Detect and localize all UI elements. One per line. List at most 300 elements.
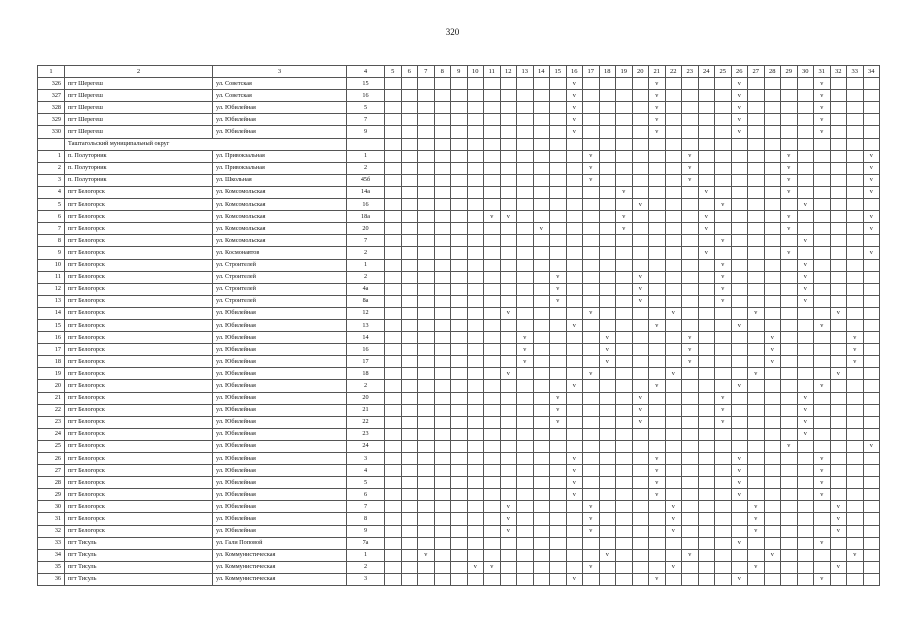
mark-cell — [418, 356, 435, 368]
mark-cell — [401, 247, 418, 259]
check-mark: v — [830, 368, 847, 380]
mark-cell — [632, 247, 649, 259]
mark-cell — [731, 199, 748, 211]
mark-cell — [748, 392, 765, 404]
mark-cell — [434, 150, 451, 162]
mark-cell — [731, 247, 748, 259]
table-row — [38, 477, 880, 489]
check-mark: v — [863, 223, 880, 235]
mark-cell — [451, 102, 468, 114]
mark-cell — [748, 416, 765, 428]
mark-cell — [665, 283, 682, 295]
mark-cell — [715, 477, 732, 489]
mark-cell — [566, 186, 583, 198]
mark-cell — [616, 440, 633, 452]
mark-cell — [632, 356, 649, 368]
house-cell: 20 — [347, 392, 385, 404]
mark-cell — [616, 283, 633, 295]
mark-cell — [682, 102, 699, 114]
mark-cell — [583, 416, 600, 428]
mark-cell — [385, 440, 402, 452]
mark-cell — [616, 525, 633, 537]
mark-cell — [863, 344, 880, 356]
mark-cell — [550, 477, 567, 489]
mark-cell — [764, 404, 781, 416]
mark-cell — [533, 549, 550, 561]
mark-cell — [649, 368, 666, 380]
mark-cell — [814, 295, 831, 307]
column-header: 29 — [781, 66, 798, 78]
mark-cell — [781, 368, 798, 380]
mark-cell — [599, 428, 616, 440]
mark-cell — [682, 271, 699, 283]
check-mark: v — [484, 211, 501, 223]
mark-cell — [847, 525, 864, 537]
mark-cell — [500, 271, 517, 283]
mark-cell — [451, 453, 468, 465]
street-cell: ул. Юбилейная — [213, 380, 347, 392]
mark-cell — [484, 392, 501, 404]
mark-cell — [451, 126, 468, 138]
mark-cell — [748, 138, 765, 150]
check-mark: v — [830, 561, 847, 573]
street-cell: ул. Гали Поповой — [213, 537, 347, 549]
row-number: 6 — [38, 211, 65, 223]
mark-cell — [434, 90, 451, 102]
mark-cell — [451, 114, 468, 126]
row-number: 17 — [38, 344, 65, 356]
street-cell: ул. Юбилейная — [213, 307, 347, 319]
mark-cell — [500, 138, 517, 150]
mark-cell — [814, 404, 831, 416]
mark-cell — [566, 392, 583, 404]
street-cell: ул. Юбилейная — [213, 102, 347, 114]
mark-cell — [748, 114, 765, 126]
mark-cell — [715, 174, 732, 186]
mark-cell — [451, 380, 468, 392]
table-row — [38, 416, 880, 428]
mark-cell — [616, 199, 633, 211]
mark-cell — [764, 392, 781, 404]
mark-cell — [616, 356, 633, 368]
mark-cell — [665, 356, 682, 368]
mark-cell — [665, 138, 682, 150]
mark-cell — [781, 90, 798, 102]
mark-cell — [533, 295, 550, 307]
mark-cell — [847, 319, 864, 331]
mark-cell — [599, 186, 616, 198]
mark-cell — [814, 283, 831, 295]
mark-cell — [830, 440, 847, 452]
check-mark: v — [814, 465, 831, 477]
mark-cell — [731, 259, 748, 271]
mark-cell — [698, 392, 715, 404]
mark-cell — [550, 162, 567, 174]
mark-cell — [550, 344, 567, 356]
house-cell: 2 — [347, 380, 385, 392]
check-mark: v — [698, 211, 715, 223]
mark-cell — [830, 319, 847, 331]
mark-cell — [781, 525, 798, 537]
mark-cell — [583, 344, 600, 356]
mark-cell — [665, 223, 682, 235]
mark-cell — [830, 126, 847, 138]
mark-cell — [616, 392, 633, 404]
house-cell: 22 — [347, 416, 385, 428]
mark-cell — [682, 211, 699, 223]
mark-cell — [632, 489, 649, 501]
mark-cell — [764, 573, 781, 585]
check-mark: v — [814, 114, 831, 126]
mark-cell — [401, 489, 418, 501]
mark-cell — [797, 501, 814, 513]
column-header: 32 — [830, 66, 847, 78]
mark-cell — [500, 150, 517, 162]
mark-cell — [632, 332, 649, 344]
mark-cell — [632, 319, 649, 331]
mark-cell — [830, 78, 847, 90]
mark-cell — [616, 489, 633, 501]
mark-cell — [418, 295, 435, 307]
mark-cell — [715, 332, 732, 344]
mark-cell — [863, 114, 880, 126]
settlement-cell: пгт Белогорск — [65, 247, 213, 259]
street-cell: ул. Коммунистическая — [213, 561, 347, 573]
mark-cell — [401, 453, 418, 465]
table-row — [38, 392, 880, 404]
mark-cell — [451, 247, 468, 259]
mark-cell — [616, 78, 633, 90]
mark-cell — [517, 295, 534, 307]
mark-cell — [632, 90, 649, 102]
mark-cell — [418, 162, 435, 174]
mark-cell — [863, 404, 880, 416]
check-mark: v — [863, 211, 880, 223]
table-row — [38, 573, 880, 585]
mark-cell — [665, 102, 682, 114]
mark-cell — [715, 561, 732, 573]
column-header: 19 — [616, 66, 633, 78]
mark-cell — [682, 453, 699, 465]
check-mark: v — [649, 102, 666, 114]
check-mark: v — [566, 90, 583, 102]
mark-cell — [566, 150, 583, 162]
mark-cell — [632, 477, 649, 489]
row-number: 31 — [38, 513, 65, 525]
mark-cell — [566, 561, 583, 573]
mark-cell — [385, 380, 402, 392]
mark-cell — [583, 199, 600, 211]
mark-cell — [434, 416, 451, 428]
mark-cell — [781, 319, 798, 331]
mark-cell — [616, 126, 633, 138]
mark-cell — [517, 368, 534, 380]
check-mark: v — [731, 453, 748, 465]
mark-cell — [401, 199, 418, 211]
mark-cell — [632, 465, 649, 477]
mark-cell — [649, 162, 666, 174]
check-mark: v — [731, 477, 748, 489]
mark-cell — [814, 162, 831, 174]
mark-cell — [385, 114, 402, 126]
house-cell: 5 — [347, 102, 385, 114]
street-cell: ул. Советская — [213, 90, 347, 102]
mark-cell — [814, 368, 831, 380]
check-mark: v — [830, 525, 847, 537]
mark-cell — [550, 380, 567, 392]
street-cell: ул. Юбилейная — [213, 489, 347, 501]
check-mark: v — [517, 344, 534, 356]
mark-cell — [616, 138, 633, 150]
mark-cell — [830, 404, 847, 416]
mark-cell — [385, 561, 402, 573]
check-mark: v — [715, 416, 732, 428]
mark-cell — [698, 356, 715, 368]
mark-cell — [797, 114, 814, 126]
mark-cell — [797, 211, 814, 223]
row-number: 28 — [38, 477, 65, 489]
mark-cell — [566, 211, 583, 223]
mark-cell — [649, 247, 666, 259]
mark-cell — [797, 332, 814, 344]
mark-cell — [550, 247, 567, 259]
mark-cell — [616, 477, 633, 489]
mark-cell — [550, 102, 567, 114]
table-row — [38, 162, 880, 174]
mark-cell — [550, 174, 567, 186]
mark-cell — [764, 295, 781, 307]
house-cell: 3 — [347, 453, 385, 465]
mark-cell — [401, 138, 418, 150]
mark-cell — [484, 465, 501, 477]
check-mark: v — [797, 416, 814, 428]
mark-cell — [401, 428, 418, 440]
mark-cell — [830, 344, 847, 356]
mark-cell — [500, 332, 517, 344]
check-mark: v — [715, 295, 732, 307]
schedule-table — [37, 65, 880, 586]
mark-cell — [731, 525, 748, 537]
mark-cell — [550, 307, 567, 319]
mark-cell — [566, 537, 583, 549]
mark-cell — [847, 247, 864, 259]
check-mark: v — [731, 90, 748, 102]
mark-cell — [484, 235, 501, 247]
mark-cell — [533, 90, 550, 102]
mark-cell — [517, 489, 534, 501]
check-mark: v — [797, 259, 814, 271]
mark-cell — [764, 126, 781, 138]
mark-cell — [649, 283, 666, 295]
mark-cell — [517, 428, 534, 440]
check-mark: v — [583, 561, 600, 573]
mark-cell — [863, 380, 880, 392]
settlement-cell: пгт Белогорск — [65, 307, 213, 319]
settlement-cell: пгт Белогорск — [65, 525, 213, 537]
mark-cell — [599, 90, 616, 102]
row-number: 16 — [38, 332, 65, 344]
mark-cell — [517, 573, 534, 585]
mark-cell — [649, 416, 666, 428]
mark-cell — [748, 211, 765, 223]
mark-cell — [401, 319, 418, 331]
mark-cell — [418, 271, 435, 283]
mark-cell — [583, 489, 600, 501]
settlement-cell: пгт Белогорск — [65, 489, 213, 501]
mark-cell — [451, 440, 468, 452]
mark-cell — [665, 440, 682, 452]
mark-cell — [698, 404, 715, 416]
table-row — [38, 319, 880, 331]
mark-cell — [533, 271, 550, 283]
mark-cell — [500, 90, 517, 102]
mark-cell — [764, 78, 781, 90]
mark-cell — [830, 102, 847, 114]
mark-cell — [566, 416, 583, 428]
check-mark: v — [715, 404, 732, 416]
mark-cell — [451, 223, 468, 235]
mark-cell — [863, 392, 880, 404]
mark-cell — [764, 223, 781, 235]
mark-cell — [715, 186, 732, 198]
mark-cell — [797, 573, 814, 585]
mark-cell — [583, 235, 600, 247]
mark-cell — [698, 537, 715, 549]
mark-cell — [830, 271, 847, 283]
mark-cell — [566, 199, 583, 211]
mark-cell — [764, 416, 781, 428]
mark-cell — [434, 489, 451, 501]
mark-cell — [665, 174, 682, 186]
mark-cell — [698, 295, 715, 307]
check-mark: v — [566, 78, 583, 90]
mark-cell — [418, 332, 435, 344]
mark-cell — [583, 549, 600, 561]
mark-cell — [385, 283, 402, 295]
settlement-cell: пгт Белогорск — [65, 513, 213, 525]
mark-cell — [566, 307, 583, 319]
mark-cell — [385, 223, 402, 235]
column-header: 12 — [500, 66, 517, 78]
row-number: 7 — [38, 223, 65, 235]
header-row — [38, 66, 880, 78]
check-mark: v — [715, 259, 732, 271]
mark-cell — [467, 78, 484, 90]
street-cell: ул. Комсомольская — [213, 223, 347, 235]
mark-cell — [814, 501, 831, 513]
mark-cell — [434, 319, 451, 331]
mark-cell — [533, 573, 550, 585]
mark-cell — [484, 344, 501, 356]
mark-cell — [599, 368, 616, 380]
mark-cell — [583, 78, 600, 90]
check-mark: v — [731, 380, 748, 392]
mark-cell — [698, 344, 715, 356]
mark-cell — [731, 283, 748, 295]
mark-cell — [731, 561, 748, 573]
mark-cell — [599, 501, 616, 513]
row-number: 26 — [38, 453, 65, 465]
check-mark: v — [500, 307, 517, 319]
mark-cell — [847, 211, 864, 223]
table-row — [38, 307, 880, 319]
mark-cell — [748, 199, 765, 211]
mark-cell — [550, 440, 567, 452]
mark-cell — [484, 174, 501, 186]
mark-cell — [616, 271, 633, 283]
table-row — [38, 501, 880, 513]
mark-cell — [814, 247, 831, 259]
mark-cell — [847, 90, 864, 102]
mark-cell — [797, 102, 814, 114]
mark-cell — [418, 138, 435, 150]
mark-cell — [418, 211, 435, 223]
mark-cell — [665, 416, 682, 428]
mark-cell — [830, 392, 847, 404]
mark-cell — [632, 525, 649, 537]
mark-cell — [632, 259, 649, 271]
mark-cell — [385, 537, 402, 549]
mark-cell — [517, 416, 534, 428]
mark-cell — [847, 126, 864, 138]
column-header: 20 — [632, 66, 649, 78]
mark-cell — [401, 162, 418, 174]
settlement-cell: пгт Белогорск — [65, 235, 213, 247]
mark-cell — [451, 295, 468, 307]
mark-cell — [566, 404, 583, 416]
mark-cell — [401, 477, 418, 489]
check-mark: v — [665, 561, 682, 573]
mark-cell — [830, 465, 847, 477]
settlement-cell: пгт Белогорск — [65, 368, 213, 380]
mark-cell — [484, 295, 501, 307]
settlement-cell: пгт Шерегеш — [65, 114, 213, 126]
mark-cell — [434, 223, 451, 235]
mark-cell — [715, 537, 732, 549]
mark-cell — [385, 162, 402, 174]
house-cell: 2 — [347, 247, 385, 259]
table-row — [38, 199, 880, 211]
mark-cell — [599, 513, 616, 525]
column-header: 24 — [698, 66, 715, 78]
mark-cell — [533, 150, 550, 162]
check-mark: v — [847, 332, 864, 344]
mark-cell — [385, 90, 402, 102]
mark-cell — [781, 465, 798, 477]
mark-cell — [434, 102, 451, 114]
house-cell: 7 — [347, 114, 385, 126]
mark-cell — [550, 549, 567, 561]
mark-cell — [401, 573, 418, 585]
check-mark: v — [814, 126, 831, 138]
mark-cell — [533, 186, 550, 198]
mark-cell — [682, 525, 699, 537]
mark-cell — [583, 211, 600, 223]
mark-cell — [451, 477, 468, 489]
mark-cell — [385, 428, 402, 440]
mark-cell — [797, 247, 814, 259]
mark-cell — [500, 235, 517, 247]
mark-cell — [566, 223, 583, 235]
mark-cell — [533, 477, 550, 489]
check-mark: v — [616, 211, 633, 223]
mark-cell — [517, 501, 534, 513]
mark-cell — [764, 90, 781, 102]
mark-cell — [517, 162, 534, 174]
house-cell: 18а — [347, 211, 385, 223]
row-number: 30 — [38, 501, 65, 513]
mark-cell — [533, 162, 550, 174]
